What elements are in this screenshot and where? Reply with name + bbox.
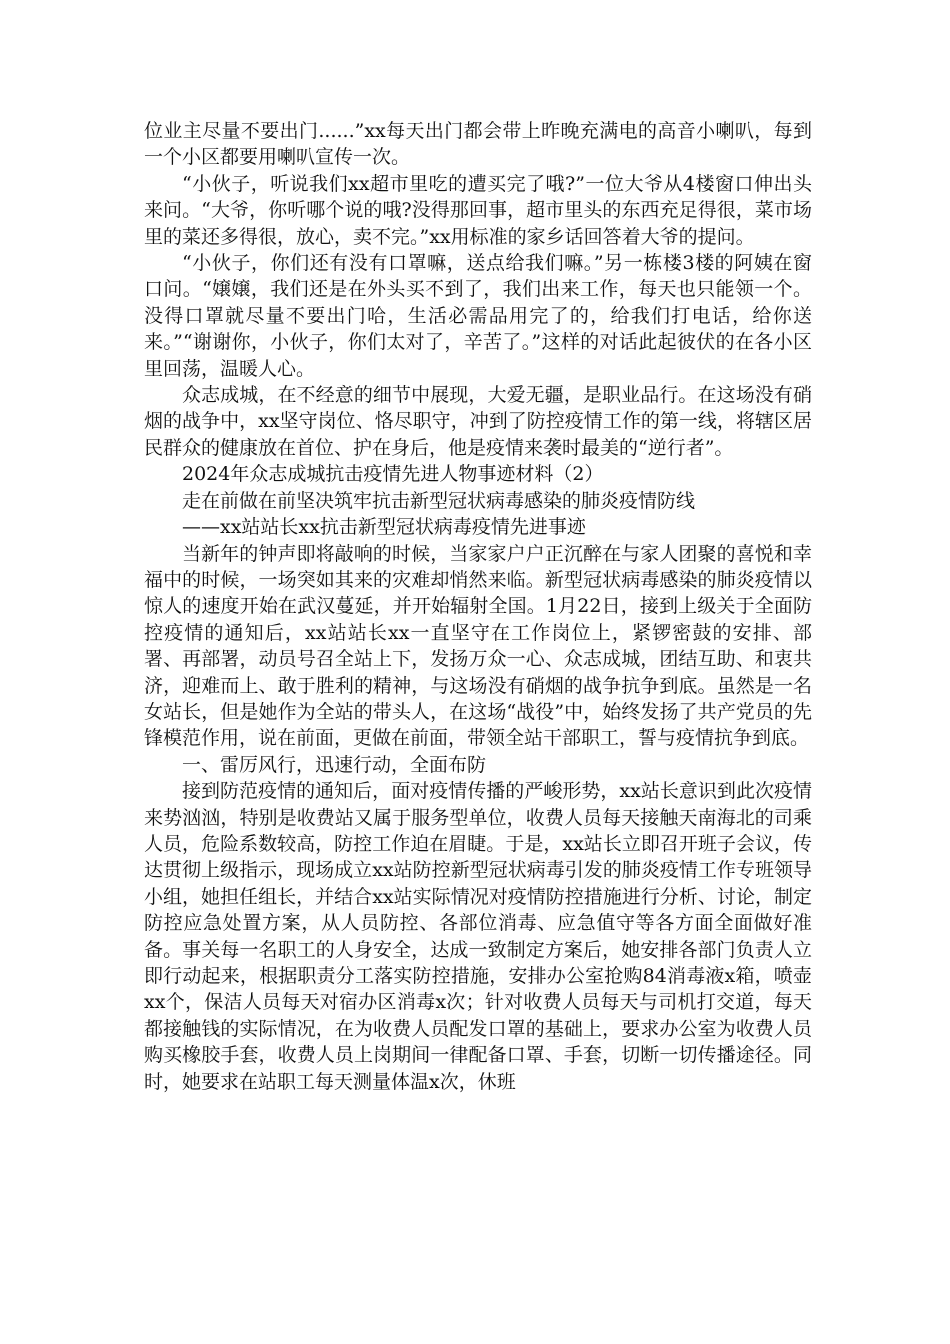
document-body (144, 118, 812, 1095)
paragraph-intro: 当新年的钟声即将敲响的时候，当家家户户正沉醉在与家人团聚的喜悦和幸福中的时候，一场突如其来的灾难却悄然来临。新型冠状病毒感染的肺炎疫情以惊人的速度开始在武汉蔓延，并开始辐射全国。1月22日，接到上级关于全面防控疫情的通知后，xx站站长xx一直坚守在工作岗位上，紧锣密鼓的安排、部署、再部署，动员号召全站上下，发扬万众一心、众志成城，团结互助、和衷共济，迎难而上、敢于胜利的精神，与这场没有硝烟的战争抗争到底。虽然是一名女站长，但是她作为全站的带头人，在这场“战役”中，始终发扬了共产党员的先锋模范作用，说在前面，更做在前面，带领全站干部职工，誓与疫情抗争到底。 (144, 542, 812, 750)
paragraph-dialogue-supermarket: “小伙子，听说我们xx超市里吃的遭买完了哦?”一位大爷从4楼窗口伸出头来问。“大爷，你听哪个说的哦?没得那回事，超市里头的东西充足得很，菜市场里的菜还多得很，放心，卖不完。”xx用标准的家乡话回答着大爷的提问。 (144, 172, 812, 248)
section-title: 2024年众志成城抗击疫情先进人物事迹材料（2） (182, 463, 604, 486)
paragraph-dialogue-masks: “小伙子，你们还有没有口罩嘛，送点给我们嘛。”另一栋楼3楼的阿姨在窗口问。“嬢嬢，我们还是在外头买不到了，我们出来工作，每天也只能领一个。没得口罩就尽量不要出门哈，生活必需品用完了的，给我们打电话，给你送来。”“谢谢你，小伙子，你们太对了，辛苦了。”这样的对话此起彼伏的在各小区里回荡，温暖人心。 (144, 252, 812, 380)
paragraph-measures: 接到防范疫情的通知后，面对疫情传播的严峻形势，xx站长意识到此次疫情来势汹汹，特别是收费站又属于服务型单位，收费人员每天接触天南海北的司乘人员，危险系数较高，防控工作迫在眉睫。于是，xx站长立即召开班子会议，传达贯彻上级指示，现场成立xx站防控新型冠状病毒引发的肺炎疫情工作专班领导小组，她担任组长，并结合xx站实际情况对疫情防控措施进行分析、讨论，制定防控应急处置方案，从人员防控、各部位消毒、应急值守等各方面全面做好准备。事关每一名职工的人身安全，达成一致制定方案后，她安排各部门负责人立即行动起来，根据职责分工落实防控措施，安排办公室抢购84消毒液x箱，喷壶xx个，保洁人员每天对宿办区消毒x次；针对收费人员每天与司机打交道，每天都接触钱的实际情况，在为收费人员配发口罩的基础上，要求办公室为收费人员购买橡胶手套，收费人员上岗期间一律配备口罩、手套，切断一切传播途径。同时，她要求在站职工每天测量体温x次，休班 (144, 780, 812, 1093)
paragraph-summary: 众志成城，在不经意的细节中展现，大爱无疆，是职业品行。在这场没有硝烟的战争中，xx坚守岗位、恪尽职守，冲到了防控疫情工作的第一线，将辖区居民群众的健康放在首位、护在身后，他是疫情来袭时最美的“逆行者”。 (144, 384, 812, 459)
heading-one: 一、雷厉风行，迅速行动，全面布防 (182, 753, 487, 776)
article-title: 走在前做在前坚决筑牢抗击新型冠状病毒感染的肺炎疫情防线 (182, 489, 696, 512)
paragraph-continuation: 位业主尽量不要出门......”xx每天出门都会带上昨晚充满电的高音小喇叭，每到一个小区都要用喇叭宣传一次。 (144, 120, 812, 169)
article-subtitle: ——xx站站长xx抗击新型冠状病毒疫情先进事迹 (182, 516, 586, 539)
